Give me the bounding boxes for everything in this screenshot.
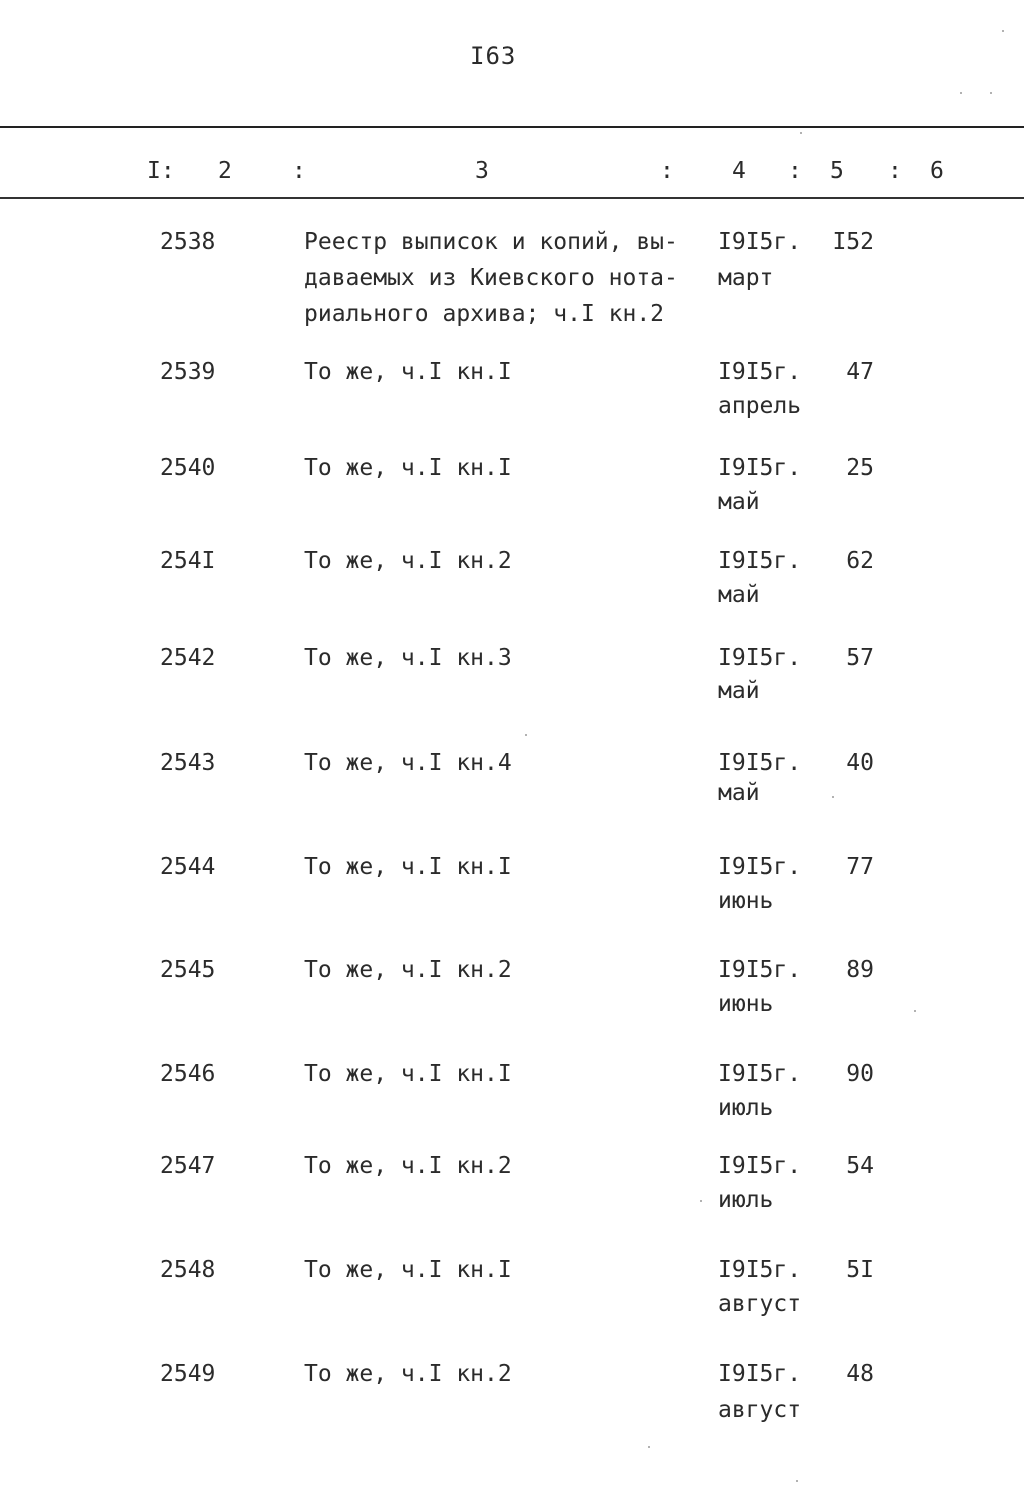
- header-separator: :: [292, 158, 306, 184]
- header-col-5: 5: [830, 158, 844, 184]
- item-month: июль: [718, 1095, 774, 1121]
- item-year: I9I5г.: [718, 1153, 802, 1179]
- item-number: 2549: [160, 1361, 216, 1387]
- item-month: август: [718, 1397, 802, 1423]
- item-sheet-count: 5I: [846, 1257, 874, 1283]
- item-year: I9I5г.: [718, 229, 802, 255]
- item-year: I9I5г.: [718, 359, 802, 385]
- item-number: 2544: [160, 854, 216, 880]
- item-number: 254I: [160, 548, 216, 574]
- scan-speck: [800, 132, 802, 134]
- item-sheet-count: 25: [846, 455, 874, 481]
- item-month: июль: [718, 1187, 774, 1213]
- item-sheet-count: 90: [846, 1061, 874, 1087]
- header-separator: :: [660, 158, 674, 184]
- item-number: 2539: [160, 359, 216, 385]
- scan-speck: [914, 1010, 916, 1012]
- item-title: То же, ч.I кн.4: [304, 750, 512, 776]
- item-year: I9I5г.: [718, 854, 802, 880]
- item-month: июнь: [718, 888, 774, 914]
- item-year: I9I5г.: [718, 750, 802, 776]
- header-col-6: 6: [930, 158, 944, 184]
- scan-speck: [700, 1200, 702, 1202]
- item-month: май: [718, 678, 760, 704]
- item-title: Реестр выписок и копий, вы- даваемых из Киевского нота- риального архива; ч.I кн.2: [304, 229, 678, 327]
- scan-speck: [1002, 30, 1004, 32]
- page-number: I63: [470, 42, 517, 70]
- item-year: I9I5г.: [718, 548, 802, 574]
- item-year: I9I5г.: [718, 455, 802, 481]
- item-title: То же, ч.I кн.2: [304, 1153, 512, 1179]
- item-title: То же, ч.I кн.I: [304, 1061, 512, 1087]
- header-col-1: I:: [147, 158, 175, 184]
- item-number: 2545: [160, 957, 216, 983]
- scan-speck: [990, 92, 992, 94]
- item-sheet-count: 40: [846, 750, 874, 776]
- header-col-4: 4: [732, 158, 746, 184]
- item-sheet-count: 62: [846, 548, 874, 574]
- item-number: 2547: [160, 1153, 216, 1179]
- item-number: 2548: [160, 1257, 216, 1283]
- item-title: То же, ч.I кн.2: [304, 957, 512, 983]
- item-year: I9I5г.: [718, 645, 802, 671]
- header-separator: :: [888, 158, 902, 184]
- item-title: То же, ч.I кн.2: [304, 1361, 512, 1387]
- item-number: 2546: [160, 1061, 216, 1087]
- item-title: То же, ч.I кн.I: [304, 359, 512, 385]
- item-title: То же, ч.I кн.2: [304, 548, 512, 574]
- scan-speck: [648, 1446, 650, 1448]
- item-month: март: [718, 265, 774, 291]
- item-number: 2540: [160, 455, 216, 481]
- item-year: I9I5г.: [718, 1257, 802, 1283]
- item-sheet-count: 54: [846, 1153, 874, 1179]
- scan-speck: [796, 1480, 798, 1482]
- item-year: I9I5г.: [718, 957, 802, 983]
- item-sheet-count: 89: [846, 957, 874, 983]
- item-sheet-count: 47: [846, 359, 874, 385]
- item-month: июнь: [718, 991, 774, 1017]
- scan-speck: [525, 734, 527, 736]
- item-sheet-count: I52: [832, 229, 874, 255]
- header-separator: :: [788, 158, 802, 184]
- item-number: 2543: [160, 750, 216, 776]
- item-year: I9I5г.: [718, 1361, 802, 1387]
- item-title: То же, ч.I кн.I: [304, 854, 512, 880]
- item-title: То же, ч.I кн.I: [304, 455, 512, 481]
- item-number: 2538: [160, 229, 216, 255]
- item-sheet-count: 48: [846, 1361, 874, 1387]
- item-month: август: [718, 1291, 802, 1317]
- scan-speck: [960, 92, 962, 94]
- item-number: 2542: [160, 645, 216, 671]
- item-month: апрель: [718, 393, 802, 419]
- item-title: То же, ч.I кн.I: [304, 1257, 512, 1283]
- item-month: май: [718, 489, 760, 515]
- header-col-3: 3: [475, 158, 489, 184]
- header-col-2: 2: [218, 158, 232, 184]
- item-title: То же, ч.I кн.3: [304, 645, 512, 671]
- item-sheet-count: 77: [846, 854, 874, 880]
- scan-speck: [832, 796, 834, 798]
- item-month: май: [718, 582, 760, 608]
- item-month: май: [718, 780, 760, 806]
- item-sheet-count: 57: [846, 645, 874, 671]
- item-year: I9I5г.: [718, 1061, 802, 1087]
